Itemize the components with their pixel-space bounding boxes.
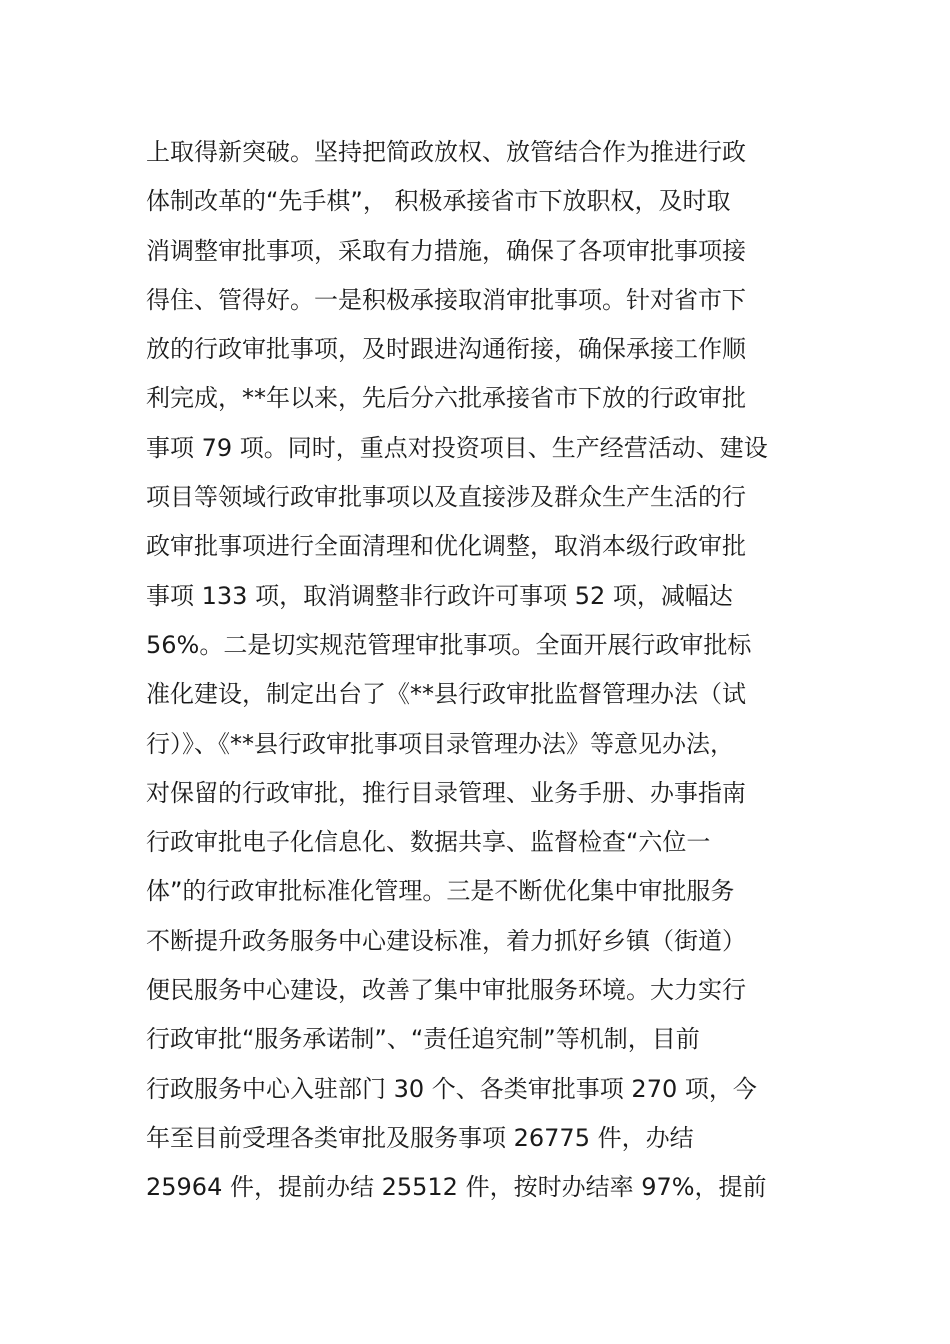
text-line-6: 利完成，**年以来，先后分六批承接省市下放的行政审批 <box>146 384 746 413</box>
text-line-12: 准化建设，制定出台了《**县行政审批监督管理办法（试 <box>146 680 746 709</box>
text-line-14: 对保留的行政审批，推行目录管理、业务手册、办事指南 <box>146 778 746 807</box>
text-line-13: 行）》、《**县行政审批事项目录管理办法》等意见办法， <box>146 729 734 758</box>
text-line-10: 事项 133 项，取消调整非行政许可事项 52 项，减幅达 <box>146 581 733 610</box>
text-line-7: 事项 79 项。同时，重点对投资项目、生产经营活动、建设 <box>146 433 768 462</box>
text-line-11: 56%。二是切实规范管理审批事项。全面开展行政审批标 <box>146 630 752 659</box>
text-line-16: 体”的行政审批标准化管理。三是不断优化集中审批服务 <box>146 877 735 906</box>
body-text <box>146 128 826 1213</box>
text-line-21: 年至目前受理各类审批及服务事项 26775 件，办结 <box>146 1123 694 1152</box>
text-line-3: 消调整审批事项，采取有力措施，确保了各项审批事项接 <box>146 236 746 265</box>
text-line-5: 放的行政审批事项，及时跟进沟通衔接，确保承接工作顺 <box>146 335 746 364</box>
text-line-2: 体制改革的“先手棋”， 积极承接省市下放职权，及时取 <box>146 187 731 216</box>
text-line-18: 便民服务中心建设，改善了集中审批服务环境。大力实行 <box>146 976 746 1005</box>
text-line-20: 行政服务中心入驻部门 30 个、各类审批事项 270 项，今 <box>146 1074 757 1103</box>
text-line-4: 得住、管得好。一是积极承接取消审批事项。针对省市下 <box>146 285 746 314</box>
text-line-19: 行政审批“服务承诺制”、“责任追究制”等机制，目前 <box>146 1025 700 1054</box>
text-line-9: 政审批事项进行全面清理和优化调整，取消本级行政审批 <box>146 532 746 561</box>
text-line-8: 项目等领域行政审批事项以及直接涉及群众生产生活的行 <box>146 483 746 512</box>
text-line-22: 25964 件，提前办结 25512 件，按时办结率 97%，提前 <box>146 1173 767 1202</box>
text-line-17: 不断提升政务服务中心建设标准，着力抓好乡镇（街道） <box>146 926 746 955</box>
text-line-15: 行政审批电子化信息化、数据共享、监督检查“六位一 <box>146 828 711 857</box>
text-line-1: 上取得新突破。坚持把简政放权、放管结合作为推进行政 <box>146 138 746 166</box>
